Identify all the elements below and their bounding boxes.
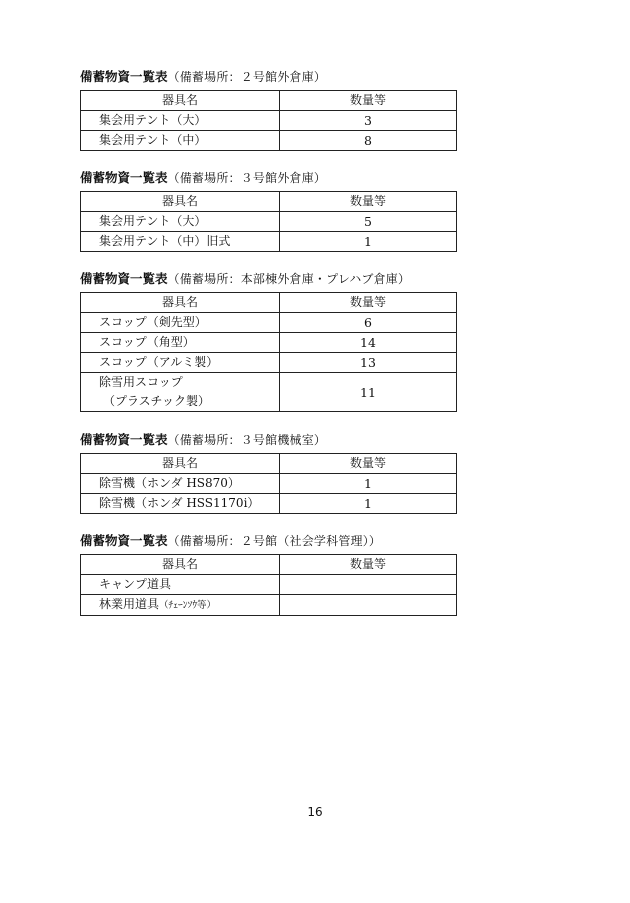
item-name [81, 373, 280, 412]
stockpile-table-section-1 [80, 68, 456, 151]
table-header-row [81, 293, 457, 313]
section-title: 備蓄物資一覧表 [80, 271, 168, 286]
item-quantity: 11 [280, 373, 457, 412]
section-heading [80, 169, 456, 187]
storage-location: （備蓄場所：３号館外倉庫） [167, 171, 327, 185]
section-title: 備蓄物資一覧表 [80, 432, 168, 447]
stockpile-table [80, 554, 457, 616]
item-name: スコップ（角型） [81, 333, 280, 353]
column-header-qty: 数量等 [280, 454, 457, 474]
storage-location: （備蓄場所：２号館（社会学科管理）） [167, 534, 382, 548]
item-quantity: 1 [280, 232, 457, 252]
section-heading [80, 431, 456, 449]
table-row [81, 232, 457, 252]
item-name: 除雪機（ホンダ HS870） [81, 474, 280, 494]
item-quantity: 1 [280, 474, 457, 494]
stockpile-table-section-3 [80, 270, 456, 412]
table-header-row [81, 91, 457, 111]
storage-location: （備蓄場所：本部棟外倉庫・プレハブ倉庫） [167, 272, 411, 286]
item-name-line-2: （プラスチック製） [103, 394, 211, 408]
section-title: 備蓄物資一覧表 [80, 533, 168, 548]
item-quantity: 5 [280, 212, 457, 232]
item-name: 集会用テント（中）旧式 [81, 232, 280, 252]
storage-location: （備蓄場所：２号館外倉庫） [167, 70, 327, 84]
item-name: 集会用テント（大） [81, 111, 280, 131]
item-quantity: 3 [280, 111, 457, 131]
table-row [81, 373, 457, 412]
table-row [81, 494, 457, 514]
stockpile-table [80, 90, 457, 151]
item-name [81, 595, 280, 616]
item-quantity [280, 575, 457, 595]
storage-location: （備蓄場所：３号館機械室） [167, 433, 327, 447]
item-name: 集会用テント（中） [81, 131, 280, 151]
stockpile-table [80, 292, 457, 412]
column-header-item: 器具名 [81, 454, 280, 474]
column-header-qty: 数量等 [280, 91, 457, 111]
item-name: スコップ（アルミ製） [81, 353, 280, 373]
table-row [81, 212, 457, 232]
section-title: 備蓄物資一覧表 [80, 69, 168, 84]
table-header-row [81, 192, 457, 212]
stockpile-table-section-2 [80, 169, 456, 252]
item-name: 集会用テント（大） [81, 212, 280, 232]
item-quantity: 8 [280, 131, 457, 151]
stockpile-table-section-4 [80, 431, 456, 514]
item-name-main: 林業用道具 [99, 597, 160, 611]
stockpile-table-section-5 [80, 532, 456, 616]
column-header-qty: 数量等 [280, 192, 457, 212]
item-quantity: 13 [280, 353, 457, 373]
column-header-item: 器具名 [81, 555, 280, 575]
section-heading [80, 532, 456, 550]
table-row [81, 313, 457, 333]
column-header-item: 器具名 [81, 293, 280, 313]
table-row [81, 474, 457, 494]
section-heading [80, 270, 456, 288]
table-header-row [81, 555, 457, 575]
section-title: 備蓄物資一覧表 [80, 170, 168, 185]
item-quantity: 14 [280, 333, 457, 353]
table-row [81, 595, 457, 616]
column-header-item: 器具名 [81, 192, 280, 212]
item-quantity [280, 595, 457, 616]
item-name-note: （ﾁｪｰﾝｿｳ等） [159, 600, 217, 611]
item-name: 除雪機（ホンダ HSS1170i） [81, 494, 280, 514]
item-quantity: 6 [280, 313, 457, 333]
table-row [81, 333, 457, 353]
stockpile-table [80, 453, 457, 514]
section-heading [80, 68, 456, 86]
item-name: スコップ（剣先型） [81, 313, 280, 333]
table-row [81, 111, 457, 131]
table-row [81, 353, 457, 373]
stockpile-table [80, 191, 457, 252]
table-header-row [81, 454, 457, 474]
table-row [81, 131, 457, 151]
column-header-qty: 数量等 [280, 293, 457, 313]
item-quantity: 1 [280, 494, 457, 514]
page-number: 16 [307, 805, 323, 819]
column-header-item: 器具名 [81, 91, 280, 111]
column-header-qty: 数量等 [280, 555, 457, 575]
table-row [81, 575, 457, 595]
item-name-line-1: 除雪用スコップ [99, 375, 183, 389]
item-name: キャンプ道具 [81, 575, 280, 595]
